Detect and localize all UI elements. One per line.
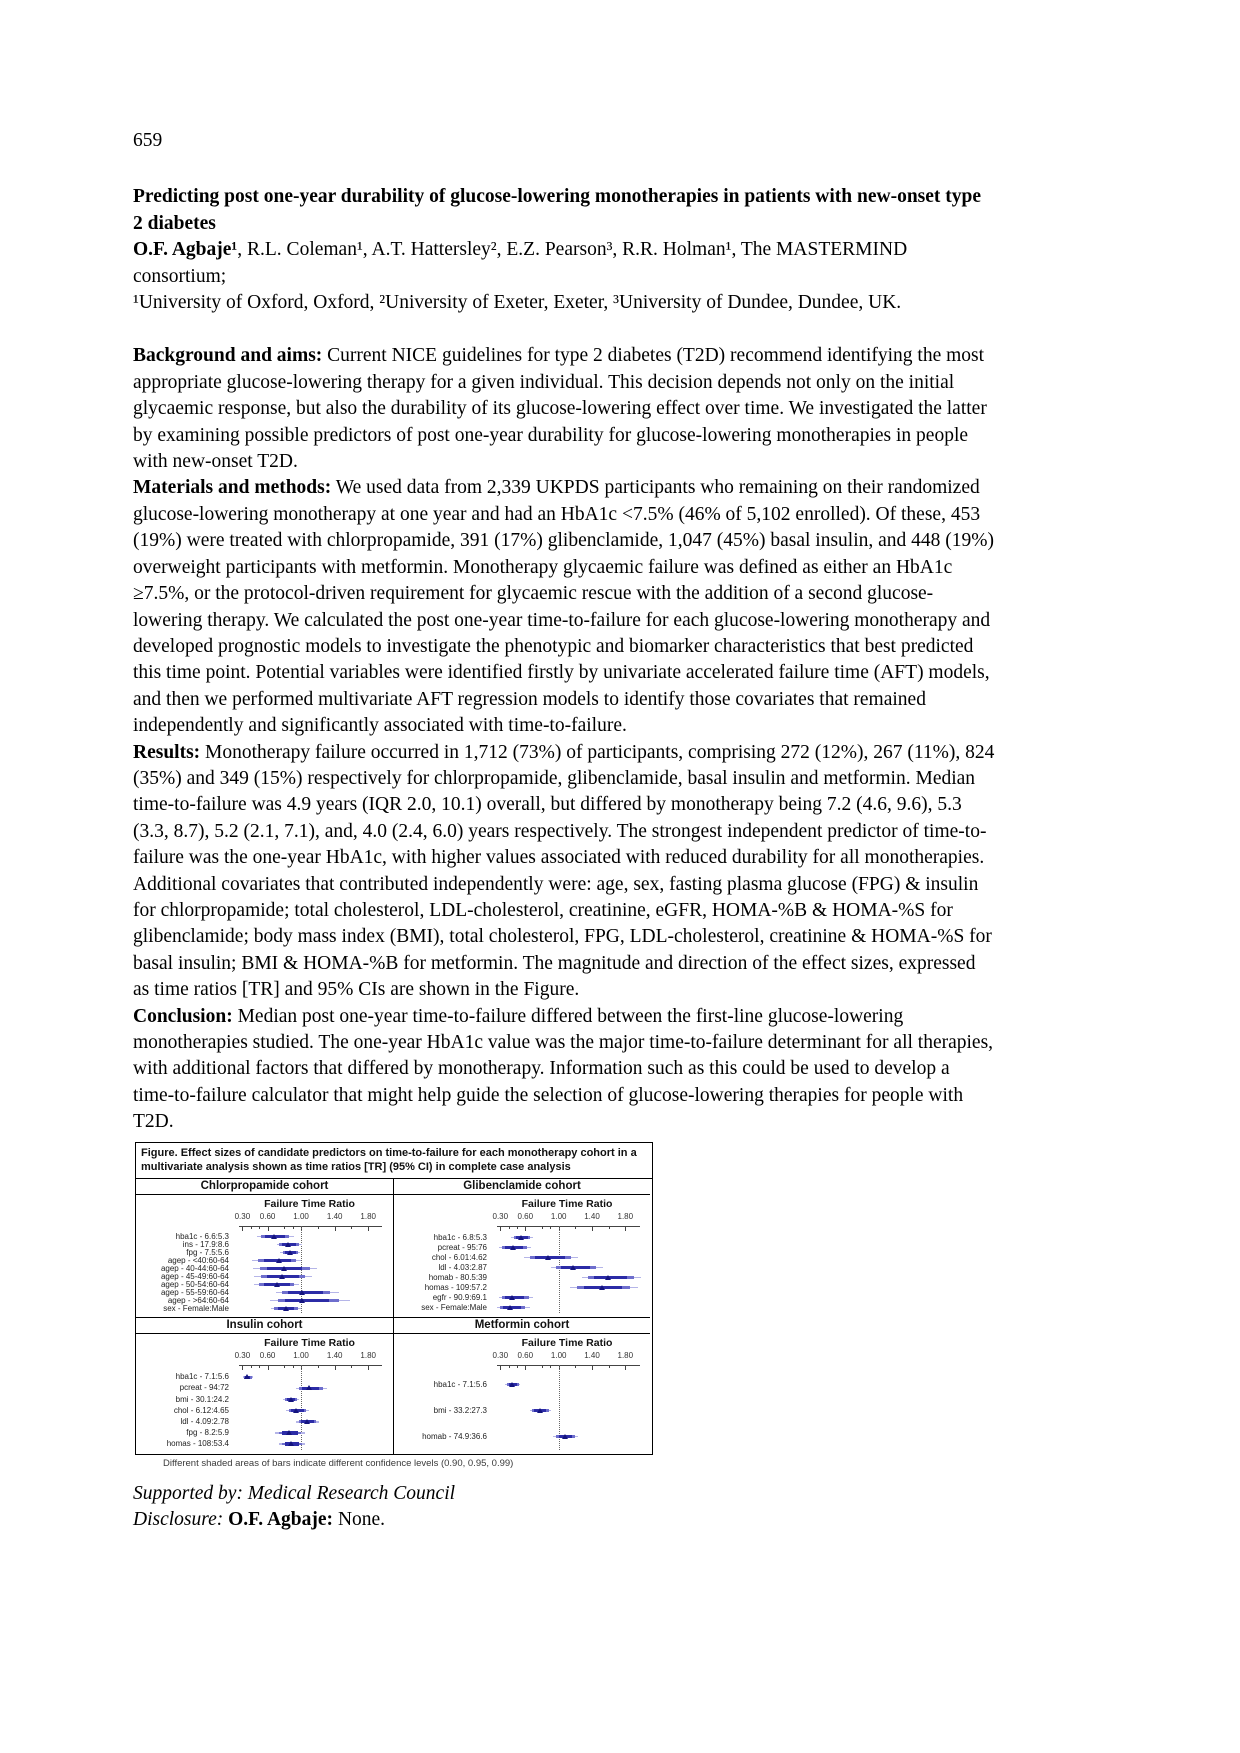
row-label: agep - 45-49:60-64	[160, 1271, 229, 1281]
section-text: We used data from 2,339 UKPDS participants who remaining on their randomized glucose-lowering monotherapy at one year and had an HbA1c <7.5% (46% of 5,102 enrolled). Of these, 453 (19%) were treated with chlorpropamide, 391 (17%) glibenclamide, 1,047 (45%) basal insulin, and 448 (19%) overweight participants with metformin. Monotherapy glycaemic failure was defined as either an HbA1c ≥7.5%, or the protocol-driven requirement for glycaemic rescue with the addition of a second glucose-lowering therapy. We calculated the post one-year time-to-failure for each glucose-lowering monotherapy and developed prognostic models to investigate the phenotypic and biomarker characteristics that best predicted this time point. Potential variables were identified firstly by univariate accelerated failure time (AFT) models, and then we performed multivariate AFT regression models to identify those covariates that remained independently and significantly associated with time-to-failure.	[133, 477, 994, 737]
row-label: ldl - 4.03:2.87	[438, 1262, 487, 1272]
point-marker	[507, 1305, 513, 1310]
point-marker	[293, 1408, 299, 1413]
point-marker	[306, 1385, 312, 1390]
point-marker	[518, 1235, 524, 1240]
section-results	[133, 740, 995, 1004]
axis-tick-label: 0.60	[259, 1211, 276, 1221]
axis-minor-tick	[351, 1226, 352, 1229]
row-label: pcreat - 95:76	[437, 1242, 487, 1252]
point-marker	[570, 1265, 576, 1270]
section-label: Conclusion:	[133, 1005, 233, 1027]
cohort-header: Metformin cohort	[394, 1317, 650, 1334]
axis-minor-tick	[293, 1226, 294, 1229]
disclosure-name: O.F. Agbaje:	[223, 1509, 334, 1531]
axis-tick-label: 1.40	[584, 1350, 600, 1360]
row-label: agep - 55-59:60-64	[160, 1287, 229, 1297]
row-label: bmi - 30.1:24.2	[175, 1394, 229, 1404]
point-marker	[274, 1282, 280, 1287]
abstract-title: Predicting post one-year durability of glucose-lowering monotherapies in patients with new-onset type 2 diabetes	[133, 186, 982, 234]
axis-minor-tick	[318, 1365, 319, 1368]
row-label: agep - 40-44:60-64	[160, 1263, 229, 1273]
axis-minor-tick	[509, 1226, 510, 1229]
axis-tick	[368, 1226, 369, 1231]
presenting-author: O.F. Agbaje¹	[133, 239, 238, 261]
section-text: Monotherapy failure occurred in 1,712 (73%) of participants, comprising 272 (12%), 267 (11%), 824 (35%) and 349 (15%) respectively for chlorpropamide, glibenclamide, basal insulin and metformin. Median time-to-failure was 4.9 years (IQR 2.0, 10.1) overall, but differed by monotherapy being 7.2 (4.6, 9.6), 5.3 (3.3, 8.7), 5.2 (2.1, 7.1), and, 4.0 (2.4, 6.0) years respectively. The strongest independent predictor of time-to-failure was the one-year HbA1c, with higher values associated with reduced durability for all monotherapies. Additional covariates that contributed independently were: age, sex, fasting plasma glucose (FPG) & insulin for chlorpropamide; total cholesterol, LDL-cholesterol, creatinine, eGFR, HOMA-%B & HOMA-%S for glibenclamide; body mass index (BMI), total cholesterol, FPG, LDL-cholesterol, creatinine & HOMA-%S for basal insulin; BMI & HOMA-%B for metformin. The magnitude and direction of the effect sizes, expressed as time ratios [TR] and 95% CIs are shown in the Figure.	[133, 741, 995, 1001]
axis-tick-label: 0.30	[234, 1350, 251, 1360]
point-marker	[599, 1285, 605, 1290]
row-label: hba1c - 7.1:5.6	[175, 1372, 229, 1382]
axis-line	[239, 1365, 382, 1366]
axis-minor-tick	[542, 1226, 543, 1229]
axis-minor-tick	[293, 1365, 294, 1368]
axis-tick-label: 1.80	[360, 1350, 376, 1360]
disclosure-text: None.	[333, 1509, 386, 1531]
section-text: Median post one-year time-to-failure differed between the first-line glucose-lowering monotherapies studied. The one-year HbA1c value was the major time-to-failure determinant for all therapies, with additional factors that differed by monotherapy. Information such as this could be used to develop a time-to-failure calculator that might help guide the selection of glucose-lowering therapies for people with T2D.	[133, 1005, 994, 1133]
point-marker	[244, 1374, 250, 1379]
row-label: hba1c - 7.1:5.6	[433, 1379, 487, 1389]
point-marker	[537, 1408, 543, 1413]
section-background	[133, 343, 995, 475]
axis-tick-label: 1.00	[293, 1350, 309, 1360]
row-label: bmi - 33.2:27.3	[433, 1405, 487, 1415]
axis-tick	[525, 1226, 526, 1231]
row-label: egfr - 90.9:69.1	[432, 1292, 487, 1302]
forest-plot-metformin	[394, 1334, 650, 1454]
axis-minor-tick	[318, 1226, 319, 1229]
cohort-header: Glibenclamide cohort	[394, 1179, 650, 1195]
point-marker	[287, 1250, 293, 1255]
coauthors: , R.L. Coleman¹, A.T. Hattersley², E.Z. Pearson³, R.R. Holman¹, The MASTERMIND consortium;	[133, 239, 908, 287]
axis-tick-label: 1.80	[360, 1211, 376, 1221]
axis-tick	[500, 1365, 501, 1370]
axis-minor-tick	[517, 1365, 518, 1368]
section-methods	[133, 475, 995, 739]
axis-tick	[268, 1365, 269, 1370]
ci-bar	[285, 1299, 329, 1302]
axis-tick	[592, 1365, 593, 1370]
row-label: hba1c - 6.6:5.3	[175, 1231, 229, 1241]
figure	[135, 1142, 653, 1455]
panel-chlorpropamide	[136, 1179, 394, 1317]
axis-tick	[500, 1226, 501, 1231]
axis-tick-label: 1.00	[550, 1211, 567, 1221]
axis-minor-tick	[251, 1365, 252, 1368]
figure-footnote: Different shaded areas of bars indicate different confidence levels (0.90, 0.95, 0.99)	[163, 1457, 514, 1469]
axis-tick	[525, 1365, 526, 1370]
axis-minor-tick	[575, 1226, 576, 1229]
point-marker	[299, 1290, 305, 1295]
axis-minor-tick	[251, 1226, 252, 1229]
section-label: Background and aims:	[133, 345, 323, 367]
row-label: homas - 108:53.4	[166, 1439, 229, 1449]
row-label: homas - 109:57.2	[424, 1282, 487, 1292]
point-marker	[562, 1434, 568, 1439]
axis-tick	[268, 1226, 269, 1231]
axis-tick	[242, 1365, 243, 1370]
axis-tick	[368, 1365, 369, 1370]
axis-tick-label: 0.30	[234, 1211, 251, 1221]
axis-tick-label: 0.60	[517, 1350, 534, 1360]
figure-caption: Figure. Effect sizes of candidate predictors on time-to-failure for each monotherapy cohort in a multivariate analysis shown as time ratios [TR] (95% CI) in complete case analysis	[136, 1143, 652, 1179]
disclosure-label: Disclosure:	[133, 1509, 224, 1531]
row-label: homab - 80.5:39	[428, 1272, 487, 1282]
row-label: pcreat - 94:72	[179, 1383, 229, 1393]
axis-minor-tick	[575, 1365, 576, 1368]
row-label: ldl - 4.09:2.78	[180, 1416, 229, 1426]
axis-line	[497, 1226, 640, 1227]
row-label: agep - 50-54:60-64	[160, 1279, 229, 1289]
section-label: Materials and methods:	[133, 477, 332, 499]
forest-plot-chlorpropamide	[136, 1195, 393, 1317]
authors-line	[133, 237, 995, 290]
page-number: 659	[133, 130, 163, 151]
axis-minor-tick	[550, 1365, 551, 1368]
row-label: sex - Female:Male	[421, 1302, 487, 1312]
axis-tick-label: 1.00	[293, 1211, 309, 1221]
axis-minor-tick	[609, 1226, 610, 1229]
point-marker	[281, 1266, 287, 1271]
axis-tick-label: 1.40	[584, 1211, 600, 1221]
axis-tick-label: 1.40	[326, 1211, 343, 1221]
cohort-header: Chlorpropamide cohort	[136, 1179, 393, 1195]
point-marker	[285, 1242, 291, 1247]
axis-minor-tick	[284, 1365, 285, 1368]
disclosure-line	[133, 1507, 995, 1533]
point-marker	[299, 1298, 305, 1303]
point-marker	[286, 1430, 292, 1435]
axis-minor-tick	[609, 1365, 610, 1368]
axis-tick	[335, 1365, 336, 1370]
axis-line	[239, 1226, 382, 1227]
section-text: Current NICE guidelines for type 2 diabetes (T2D) recommend identifying the most appropriate glucose-lowering therapy for a given individual. This decision depends not only on the initial glycaemic response, but also the durability of its glucose-lowering effect over time. We investigated the latter by examining possible predictors of post one-year durability for glucose-lowering monotherapies in people with new-onset T2D.	[133, 345, 987, 473]
axis-tick	[625, 1365, 626, 1370]
axis-title: Failure Time Ratio	[264, 1197, 355, 1210]
panel-metformin	[394, 1317, 650, 1454]
point-marker	[605, 1275, 611, 1280]
row-label: agep - >64:60-64	[167, 1295, 229, 1305]
axis-tick-label: 1.80	[617, 1211, 634, 1221]
axis-tick	[592, 1226, 593, 1231]
point-marker	[509, 1382, 515, 1387]
axis-minor-tick	[284, 1226, 285, 1229]
point-marker	[288, 1441, 294, 1446]
row-label: fpg - 8.2:5.9	[186, 1427, 229, 1437]
supported-by-text: Supported by: Medical Research Council	[133, 1482, 456, 1504]
point-marker	[271, 1234, 277, 1239]
point-marker	[509, 1295, 515, 1300]
figure-panel-grid	[136, 1179, 652, 1454]
row-label: chol - 6.01:4.62	[431, 1252, 487, 1262]
point-marker	[283, 1306, 289, 1311]
row-label: chol - 6.12:4.65	[173, 1405, 229, 1415]
axis-minor-tick	[259, 1365, 260, 1368]
axis-tick-label: 1.40	[326, 1350, 343, 1360]
section-conclusion	[133, 1004, 995, 1136]
axis-tick	[335, 1226, 336, 1231]
row-label: hba1c - 6.8:5.3	[433, 1232, 487, 1242]
affiliations-line: ¹University of Oxford, Oxford, ²University of Exeter, Exeter, ³University of Dundee, Dundee, UK.	[133, 292, 902, 314]
reference-line	[559, 1226, 560, 1313]
row-label: homab - 74.9:36.6	[422, 1431, 487, 1441]
panel-glibenclamide	[394, 1179, 650, 1317]
axis-minor-tick	[550, 1226, 551, 1229]
panel-insulin	[136, 1317, 394, 1454]
axis-title: Failure Time Ratio	[521, 1197, 613, 1210]
axis-tick-label: 0.30	[492, 1350, 509, 1360]
row-label: sex - Female:Male	[163, 1303, 229, 1313]
abstract-page	[133, 128, 995, 1533]
point-marker	[288, 1397, 294, 1402]
point-marker	[510, 1245, 516, 1250]
cohort-header: Insulin cohort	[136, 1317, 393, 1334]
point-marker	[304, 1419, 310, 1424]
axis-tick	[242, 1226, 243, 1231]
axis-tick-label: 0.60	[517, 1211, 534, 1221]
row-label: agep - <40:60-64	[167, 1255, 229, 1265]
supported-by-line	[133, 1481, 995, 1507]
axis-minor-tick	[542, 1365, 543, 1368]
row-label: ins - 17.9:8.6	[182, 1239, 229, 1249]
point-marker	[545, 1255, 551, 1260]
axis-line	[497, 1365, 640, 1366]
axis-tick-label: 1.00	[550, 1350, 567, 1360]
forest-plot-insulin	[136, 1334, 393, 1454]
axis-minor-tick	[509, 1365, 510, 1368]
forest-plot-glibenclamide	[394, 1195, 650, 1317]
axis-title: Failure Time Ratio	[264, 1336, 355, 1349]
axis-tick-label: 0.60	[259, 1350, 276, 1360]
point-marker	[276, 1258, 282, 1263]
point-marker	[279, 1274, 285, 1279]
reference-line	[301, 1365, 302, 1450]
axis-minor-tick	[259, 1226, 260, 1229]
axis-tick	[625, 1226, 626, 1231]
axis-minor-tick	[517, 1226, 518, 1229]
row-label: fpg - 7.5:5.6	[186, 1247, 229, 1257]
axis-minor-tick	[351, 1365, 352, 1368]
axis-tick-label: 0.30	[492, 1211, 509, 1221]
axis-title: Failure Time Ratio	[521, 1336, 613, 1349]
axis-tick-label: 1.80	[617, 1350, 634, 1360]
section-label: Results:	[133, 741, 201, 763]
